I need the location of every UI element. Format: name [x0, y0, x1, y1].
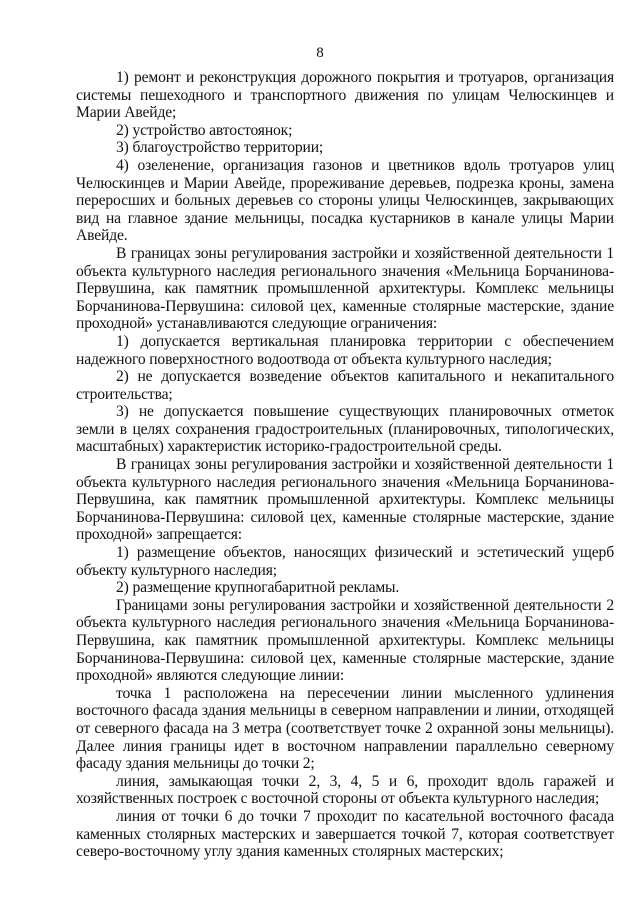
paragraph-list-item: 2) размещение крупногабаритной рекламы. [116, 579, 400, 597]
paragraph-boundary-point: точка 1 расположена на пересечении линии мысленного удлинения восточного фасада здания мельницы в северном направлении и линии, отходящей от северного фасада на 3 метра (соответствует точке 2 охранной зоны мельницы). Далее линия границы идет в восточном направлении параллельно северному фасаду здания мельницы до точки 2; [76, 684, 614, 773]
paragraph-list-item: 1) размещение объектов, наносящих физический и эстетический ущерб объекту культурного наследия; [76, 544, 614, 579]
paragraph-zone-1-prohibitions: В границах зоны регулирования застройки и хозяйственной деятельности 1 объекта культурного наследия регионального значения «Мельница Борчанинова-Первушина, как памятник промышленной архитектуры. Комплекс мельницы Борчанинова-Первушина: силовой цех, каменные столярные мастерские, здание проходной» запрещается: [76, 456, 614, 544]
paragraph-zone-2-boundaries: Границами зоны регулирования застройки и хозяйственной деятельности 2 объекта культурного наследия регионального значения «Мельница Борчанинова-Первушина, как памятник промышленной архитектуры. Комплекс мельницы Борчанинова-Первушина: силовой цех, каменные столярные мастерские, здание проходной» являются следующие линии: [76, 596, 614, 685]
paragraph-list-item: 2) устройство автостоянок; [116, 121, 293, 139]
paragraph-boundary-point: линия от точки 6 до точки 7 проходит по касательной восточного фасада каменных столярных мастерских и завершается точкой 7, которая соответствует северо-восточному углу здания каменных столярных мастерских; [76, 807, 614, 861]
paragraph-list-item: 2) не допускается возведение объектов капитального и некапитального строительства; [76, 368, 614, 403]
paragraph-list-item: 4) озеленение, организация газонов и цветников вдоль тротуаров улиц Челюскинцев и Марии Авейде, прореживание деревьев, подрезка кроны, замена переросших и больных деревьев со стороны улицы Челюскинцев, закрывающих вид на главное здание мельницы, посадка кустарников в канале улицы Марии Авейде. [76, 156, 614, 245]
paragraph-list-item: 1) допускается вертикальная планировка территории с обеспечением надежного поверхностного водоотвода от объекта культурного наследия; [76, 332, 614, 368]
paragraph-zone-1-restrictions: В границах зоны регулирования застройки и хозяйственной деятельности 1 объекта культурного наследия регионального значения «Мельница Борчанинова-Первушина, как памятник промышленной архитектуры. Комплекс мельницы Борчанинова-Первушина: силовой цех, каменные столярные мастерские, здание проходной» устанавливаются следующие ограничения: [76, 244, 614, 333]
paragraph-list-item: 1) ремонт и реконструкция дорожного покрытия и тротуаров, организация системы пешеходного и транспортного движения по улицам Челюскинцев и Марии Авейде; [76, 69, 614, 122]
paragraph-boundary-point: линия, замыкающая точки 2, 3, 4, 5 и 6, проходит вдоль гаражей и хозяйственных построек с восточной стороны от объекта культурного наследия; [76, 772, 614, 808]
page-number: 8 [316, 45, 324, 61]
document-body [76, 69, 614, 861]
paragraph-list-item: 3) благоустройство территории; [116, 139, 324, 157]
paragraph-list-item: 3) не допускается повышение существующих планировочных отметок земли в целях сохранения градостроительных (планировочных, типологических, масштабных) характеристик историко-градостроительной среды. [76, 403, 614, 456]
